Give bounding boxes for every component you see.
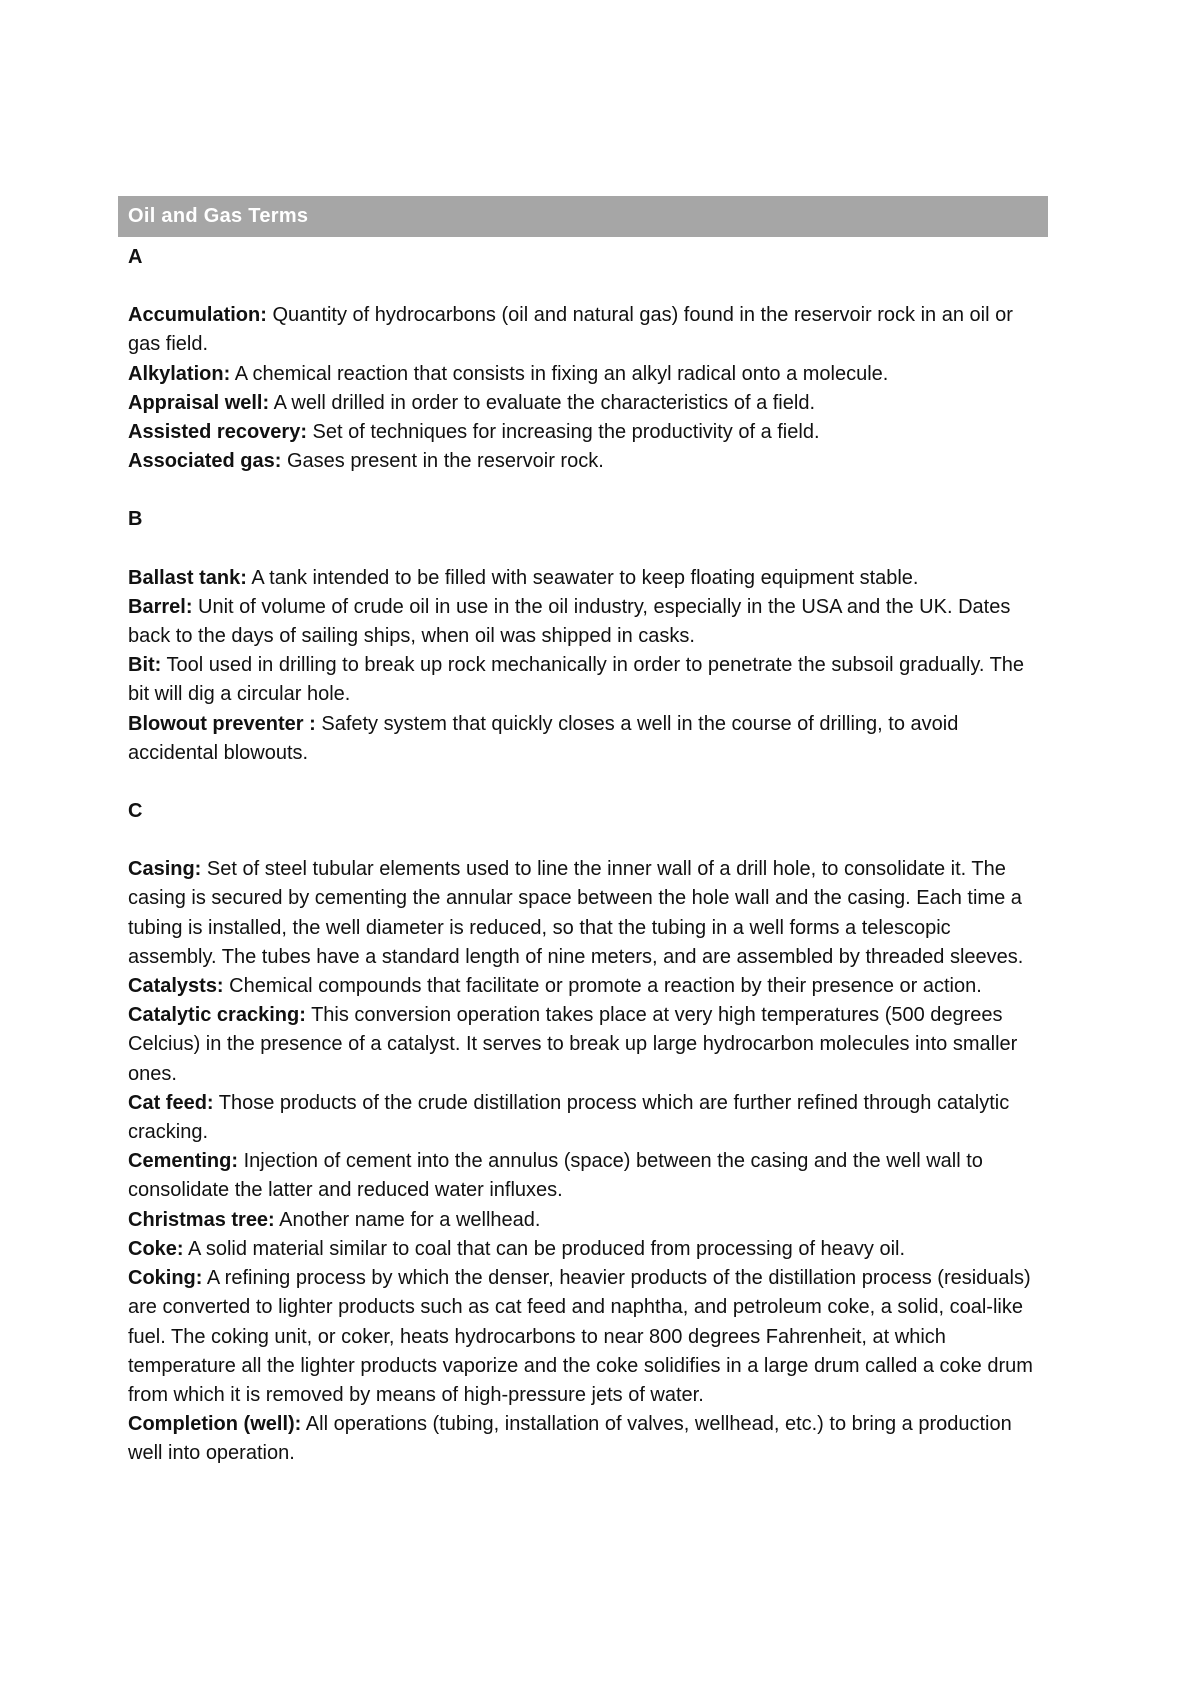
glossary-entry [128,1089,1044,1147]
glossary-entry [128,564,1044,593]
glossary-page [118,196,1048,1469]
entry-definition: Quantity of hydrocarbons (oil and natural gas) found in the reservoir rock in an oil or gas field. [128,304,1013,356]
entry-definition: All operations (tubing, installation of valves, wellhead, etc.) to bring a production well into operation. [128,1413,1012,1465]
entry-definition: A tank intended to be filled with seawater to keep floating equipment stable. [251,566,919,589]
entry-term: Blowout preventer : [128,712,316,735]
glossary-entry [128,1410,1044,1468]
glossary-section-a [128,243,1044,476]
entry-term: Cementing: [128,1150,238,1173]
entry-definition: Set of techniques for increasing the productivity of a field. [312,421,820,444]
entry-definition: Safety system that quickly closes a well in the course of drilling, to avoid accidental blowouts. [128,712,959,764]
glossary-section-c [128,797,1044,1468]
entry-term: Associated gas: [128,450,282,473]
entry-definition: Unit of volume of crude oil in use in the oil industry, especially in the USA and the UK. Dates back to the days of sailing ships, when oil was shipped in casks. [128,595,1011,648]
entry-definition: A refining process by which the denser, heavier products of the distillation process (residuals) are converted to lighter products such as cat feed and naphtha, and petroleum coke, a solid, coal-like fuel. The coking unit, or coker, heats hydrocarbons to near 800 degrees Fahrenheit, at which temperature all the lighter products vaporize and the coke solidifies in a large drum called a coke drum from which it is removed by means of high-pressure jets of water. [128,1267,1033,1406]
entry-term: Christmas tree: [128,1208,275,1231]
entry-term: Alkylation: [128,362,231,385]
section-letter: A [128,246,143,268]
entry-definition: Tool used in drilling to break up rock mechanically in order to penetrate the subsoil gradually. The bit will dig a circular hole. [128,654,1025,706]
entry-term: Appraisal well: [128,391,270,414]
glossary-entry [128,651,1044,709]
glossary-entry [128,593,1044,651]
entry-term: Catalytic cracking: [128,1004,306,1027]
glossary-entry [128,418,1044,447]
glossary-entry [128,855,1044,972]
entry-term: Bit: [128,654,162,677]
glossary-entry [128,972,1044,1001]
entry-term: Ballast tank: [128,566,247,589]
entry-definition: Those products of the crude distillation process which are further refined through catalytic cracking. [128,1091,1010,1144]
entry-definition: Injection of cement into the annulus (space) between the casing and the well wall to consolidate the latter and reduced water influxes. [128,1150,983,1202]
glossary-entry [128,1264,1044,1410]
glossary-entry [128,389,1044,418]
entry-definition: Set of steel tubular elements used to line the inner wall of a drill hole, to consolidate it. The casing is secured by cementing the annular space between the hole wall and the casing. Each time a tubing is installed, the well diameter is reduced, so that the tubing in a well forms a telescopic assembly. The tubes have a standard length of nine meters, and are assembled by threaded sleeves. [128,858,1024,968]
entry-term: Casing: [128,858,202,881]
glossary-title: Oil and Gas Terms [118,196,1048,237]
entry-definition: A chemical reaction that consists in fixing an alkyl radical onto a molecule. [234,362,889,385]
glossary-entry [128,301,1044,359]
entry-term: Coking: [128,1267,203,1290]
entry-term: Completion (well): [128,1413,302,1436]
entry-definition: A solid material similar to coal that can be produced from processing of heavy oil. [188,1237,906,1260]
glossary-entry [128,1206,1044,1235]
entry-term: Cat feed: [128,1091,214,1114]
entry-term: Catalysts: [128,975,224,998]
glossary-entry [128,1235,1044,1264]
entry-definition: A well drilled in order to evaluate the characteristics of a field. [273,391,815,414]
entry-term: Coke: [128,1237,184,1260]
entry-definition: Gases present in the reservoir rock. [286,450,604,473]
entry-definition: This conversion operation takes place at very high temperatures (500 degrees Celcius) in the presence of a catalyst. It serves to break up large hydrocarbon molecules into smaller ones. [128,1004,1018,1085]
entry-term: Barrel: [128,595,193,618]
entry-definition: Another name for a wellhead. [279,1208,541,1231]
entry-term: Assisted recovery: [128,421,307,444]
glossary-content [118,243,1048,1469]
section-letter: C [128,800,143,823]
glossary-entry [128,1147,1044,1205]
entry-term: Accumulation: [128,304,267,327]
glossary-section-b [128,505,1044,768]
glossary-entry [128,447,1044,476]
glossary-entry [128,1001,1044,1089]
glossary-entry [128,360,1044,389]
section-letter: B [128,508,143,531]
glossary-entry [128,710,1044,768]
entry-definition: Chemical compounds that facilitate or promote a reaction by their presence or action. [229,975,982,998]
